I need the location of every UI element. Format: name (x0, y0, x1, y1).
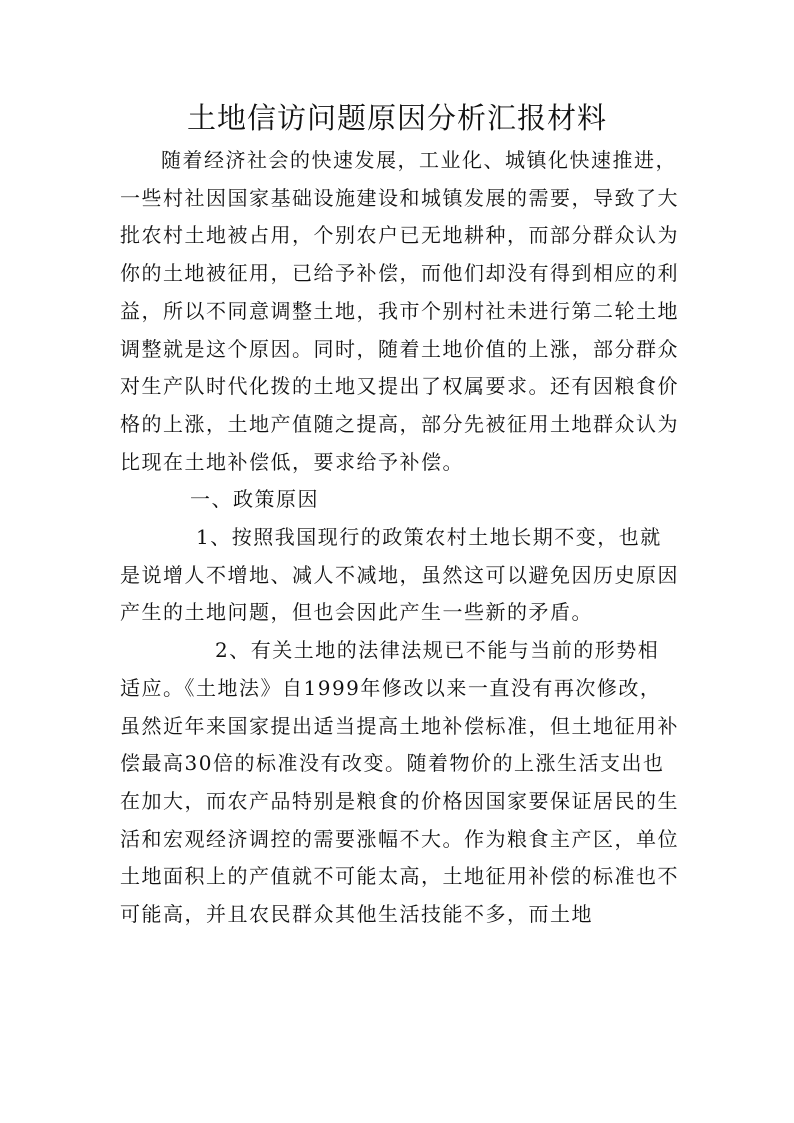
document-title: 土地信访问题原因分析汇报材料 (186, 101, 607, 135)
policy-item-1: 1、按照我国现行的政策农村土地长期不变，也就是说增人不增地、减人不减地，虽然这可以避免因历史原因产生的土地问题，但也会因此产生一些新的矛盾。 (120, 525, 679, 625)
document-body (120, 142, 680, 934)
intro-paragraph: 随着经济社会的快速发展，工业化、城镇化快速推进，一些村社因国家基础设施建设和城镇发展的需要，导致了大批农村土地被占用，个别农户已无地耕种，而部分群众认为你的土地被征用，已给予补偿，而他们却没有得到相应的利益，所以不同意调整土地，我市个别村社未进行第二轮土地调整就是这个原因。同时，随着土地价值的上涨，部分群众对生产队时代化拨的土地又提出了权属要求。还有因粮食价格的上涨，土地产值随之提高，部分先被征用土地群众认为比现在土地补偿低，要求给予补偿。 (120, 148, 679, 474)
section-heading-policy: 一、政策原因 (190, 487, 319, 512)
policy-item-2: 2、有关土地的法律法规已不能与当前的形势相适应。《土地法》自1999年修改以来一直没有再次修改，虽然近年来国家提出适当提高土地补偿标准，但土地征用补偿最高30倍的标准没有改变。随着物价的上涨生活支出也在加大，而农产品特别是粮食的价格因国家要保证居民的生活和宏观经济调控的需要涨幅不大。作为粮食主产区，单位土地面积上的产值就不可能太高，土地征用补偿的标准也不可能高，并且农民群众其他生活技能不多，而土地 (120, 638, 679, 927)
